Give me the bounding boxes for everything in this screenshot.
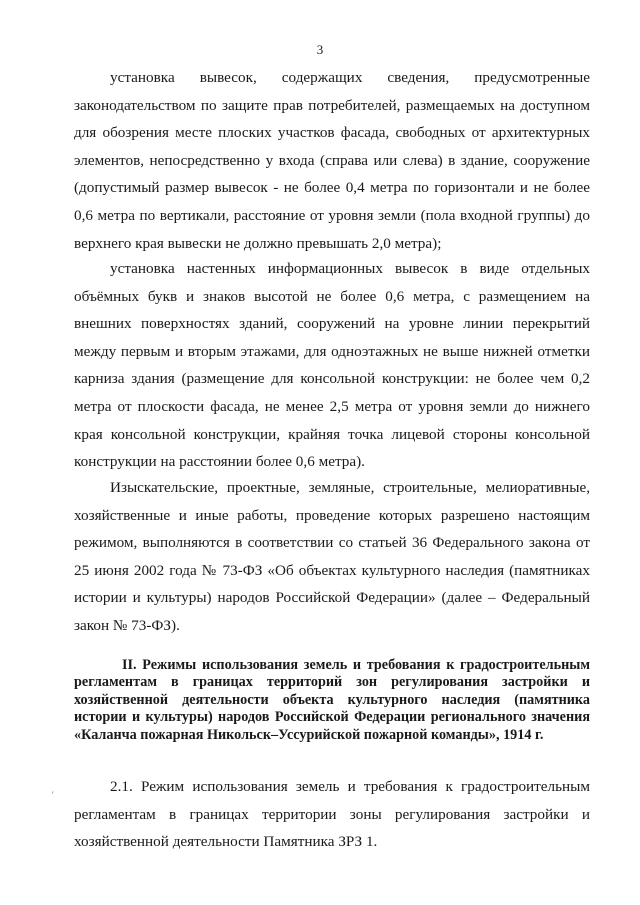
paragraph-signboards: установка вывесок, содержащих сведения, предусмотренные законодательством по защите прав потребителей, размещаемых на доступном для обозрения месте плоских участков фасада, свободных от архитектурных элементов, непосредственно у входа (справа или слева) в здание, сооружение (допустимый размер вывесок - не более 0,4 метра по горизонтали и не более 0,6 метра по вертикали, расстояние от уровня земли (пола входной группы) до верхнего края вывески не должно превышать 2,0 метра); (74, 69, 590, 252)
paragraph-wall-signs: установка настенных информационных вывесок в виде отдельных объёмных букв и знаков высотой не более 0,6 метра, с размещением на внешних поверхностях зданий, сооружений на уровне линии перекрытий между первым и вторым этажами, для одноэтажных не выше нижней отметки карниза здания (размещение для консольной конструкции: не более чем 0,2 метра от плоскости фасада, не менее 2,5 метра от уровня земли до нижнего края консольной конструкции, крайняя точка лицевой стороны консольной конструкции на расстоянии более 0,6 метра). (74, 260, 590, 471)
section-paragraph-2-1: 2.1. Режим использования земель и требования к градостроительным регламентам в границах территории зоны регулирования застройки и хозяйственной деятельности Памятника ЗРЗ 1. (74, 778, 590, 851)
section-heading: II. Режимы использования земель и требования к градостроительным регламентам в границах территорий зон регулирования застройки и хозяйственной деятельности объекта культурного наследия (памятника истории и культуры) народов Российской Федерации регионального значения «Каланча пожарная Никольск–Уссурийской пожарной команды», 1914 г. (74, 657, 590, 743)
paragraph-works: Изыскательские, проектные, земляные, строительные, мелиоративные, хозяйственные и иные работы, проведение которых разрешено настоящим режимом, выполняются в соответствии со статьей 36 Федерального закона от 25 июня 2002 года № 73-ФЗ «Об объектах культурного наследия (памятниках истории и культуры) народов Российской Федерации» (далее – Федеральный закон № 73-ФЗ). (74, 479, 590, 634)
margin-mark: ' (52, 790, 54, 800)
page-number: 3 (316, 42, 324, 57)
